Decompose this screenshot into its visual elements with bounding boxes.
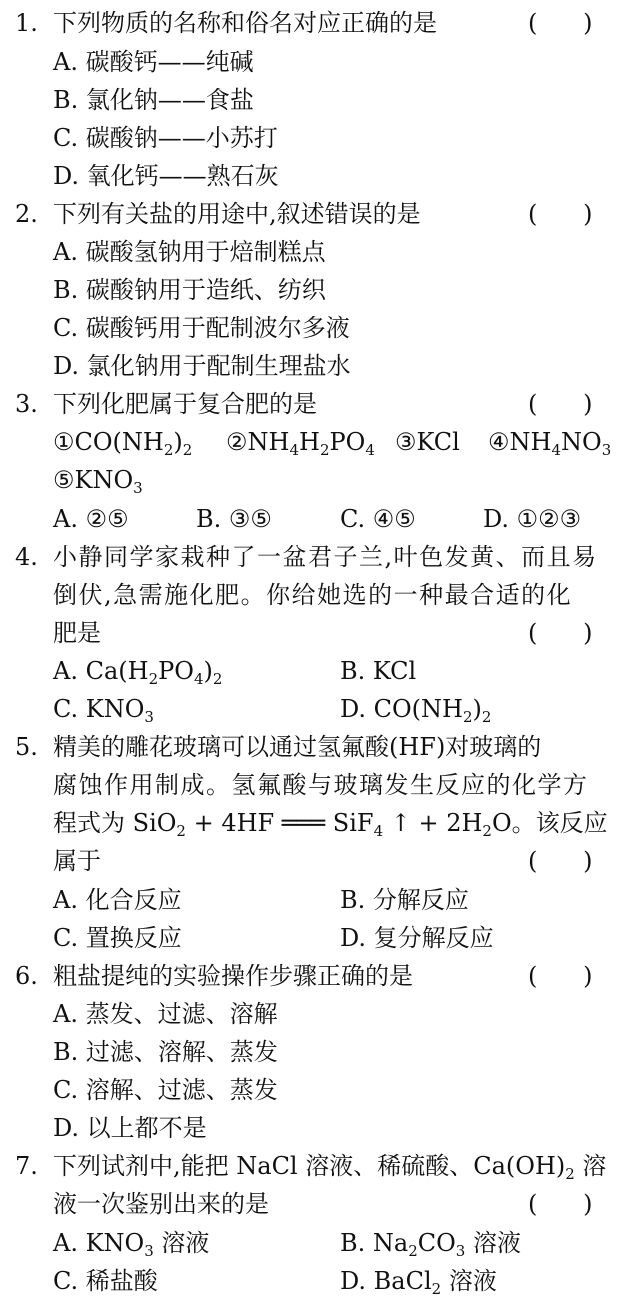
- option-b: B. ③⑤: [196, 505, 272, 533]
- fertilizer-list: [0, 423, 623, 461]
- question-text: 肥是: [53, 619, 101, 647]
- answer-bracket[interactable]: ( ): [528, 1190, 593, 1218]
- option-b: B. KCl: [340, 657, 417, 685]
- question-text: 下列物质的名称和俗名对应正确的是: [53, 9, 437, 37]
- option-b: B. 氯化钠——食盐: [53, 86, 254, 114]
- answer-bracket[interactable]: ( ): [528, 200, 593, 228]
- question-6: [0, 957, 623, 995]
- option-d: D. 氯化钠用于配制生理盐水: [53, 352, 351, 380]
- item-nh4h2po4: $②NH_4H_2PO_4$: [226, 428, 375, 459]
- option-a: A. 化合反应: [53, 886, 182, 914]
- question-text: 液一次鉴别出来的是: [53, 1190, 269, 1218]
- question-4: [0, 538, 623, 576]
- question-number: 6.: [15, 962, 38, 990]
- question-text: 腐蚀作用制成。氢氟酸与玻璃发生反应的化学方: [53, 771, 589, 799]
- option-c: C. 稀盐酸: [53, 1267, 158, 1295]
- option-b: B. 碳酸钠用于造纸、纺织: [53, 276, 326, 304]
- question-text: 精美的雕花玻璃可以通过氢氟酸(HF)对玻璃的: [53, 733, 542, 761]
- option-a: A. 碳酸氢钠用于焙制糕点: [53, 238, 326, 266]
- question-5: [0, 728, 623, 766]
- option-a: A. $Ca(H_2PO_4)_2$: [53, 657, 223, 688]
- answer-bracket[interactable]: ( ): [528, 962, 593, 990]
- item-kno3: $⑤KNO_3$: [53, 466, 143, 497]
- question-text: 粗盐提纯的实验操作步骤正确的是: [53, 962, 413, 990]
- equation-line: 程式为 SiO$_2$ + 4HF ═══ SiF$_4$ ↑ + $2H_2O$。该反应: [53, 809, 608, 840]
- option-c: C. $KNO_3$: [53, 695, 154, 726]
- answer-bracket[interactable]: ( ): [528, 847, 593, 875]
- question-text: 下列有关盐的用途中,叙述错误的是: [53, 200, 421, 228]
- question-number: 7.: [15, 1152, 38, 1180]
- question-2: [0, 195, 623, 233]
- question-text: 下列试剂中,能把 NaCl 溶液、稀硫酸、$Ca(OH)_2$ 溶: [53, 1152, 607, 1183]
- question-number: 3.: [15, 390, 38, 418]
- question-text: 倒伏,急需施化肥。你给她选的一种最合适的化: [53, 581, 573, 609]
- option-d: D. 氧化钙——熟石灰: [53, 162, 279, 190]
- option-c: C. 碳酸钠——小苏打: [53, 124, 278, 152]
- option-c: C. 碳酸钙用于配制波尔多液: [53, 314, 350, 342]
- option-d: D. 以上都不是: [53, 1114, 207, 1142]
- option-c: C. 置换反应: [53, 924, 182, 952]
- option-d: D. ①②③: [483, 505, 582, 533]
- question-text: 下列化肥属于复合肥的是: [53, 390, 317, 418]
- option-d: D. 复分解反应: [340, 924, 494, 952]
- option-a: A. ②⑤: [53, 505, 129, 533]
- question-text: 小静同学家栽种了一盆君子兰,叶色发黄、而且易: [53, 543, 598, 571]
- answer-bracket[interactable]: ( ): [528, 390, 593, 418]
- item-nh4no3: $④NH_4NO_3$: [488, 428, 612, 459]
- question-3: [0, 385, 623, 423]
- option-c: C. 溶解、过滤、蒸发: [53, 1076, 278, 1104]
- option-a: A. $KNO_3$ 溶液: [53, 1229, 210, 1260]
- question-number: 4.: [15, 543, 38, 571]
- question-number: 2.: [15, 200, 38, 228]
- item-urea: $①CO(NH_2)_2$: [53, 428, 193, 459]
- option-a: A. 碳酸钙——纯碱: [53, 48, 254, 76]
- question-7: [0, 1147, 623, 1185]
- question-1: [0, 4, 623, 42]
- option-d: D. $CO(NH_2)_2$: [340, 695, 492, 726]
- question-number: 1.: [15, 9, 38, 37]
- answer-bracket[interactable]: ( ): [528, 619, 593, 647]
- option-b: B. 过滤、溶解、蒸发: [53, 1038, 278, 1066]
- item-kcl: ③KCl: [395, 428, 460, 456]
- option-c: C. ④⑤: [340, 505, 416, 533]
- option-a: A. 蒸发、过滤、溶解: [53, 1000, 278, 1028]
- answer-bracket[interactable]: ( ): [528, 9, 593, 37]
- option-d: D. BaCl$_2$ 溶液: [340, 1267, 497, 1298]
- question-number: 5.: [15, 733, 38, 761]
- question-text: 属于: [53, 847, 101, 875]
- option-b: B. $Na_2CO_3$ 溶液: [340, 1229, 521, 1260]
- option-b: B. 分解反应: [340, 886, 469, 914]
